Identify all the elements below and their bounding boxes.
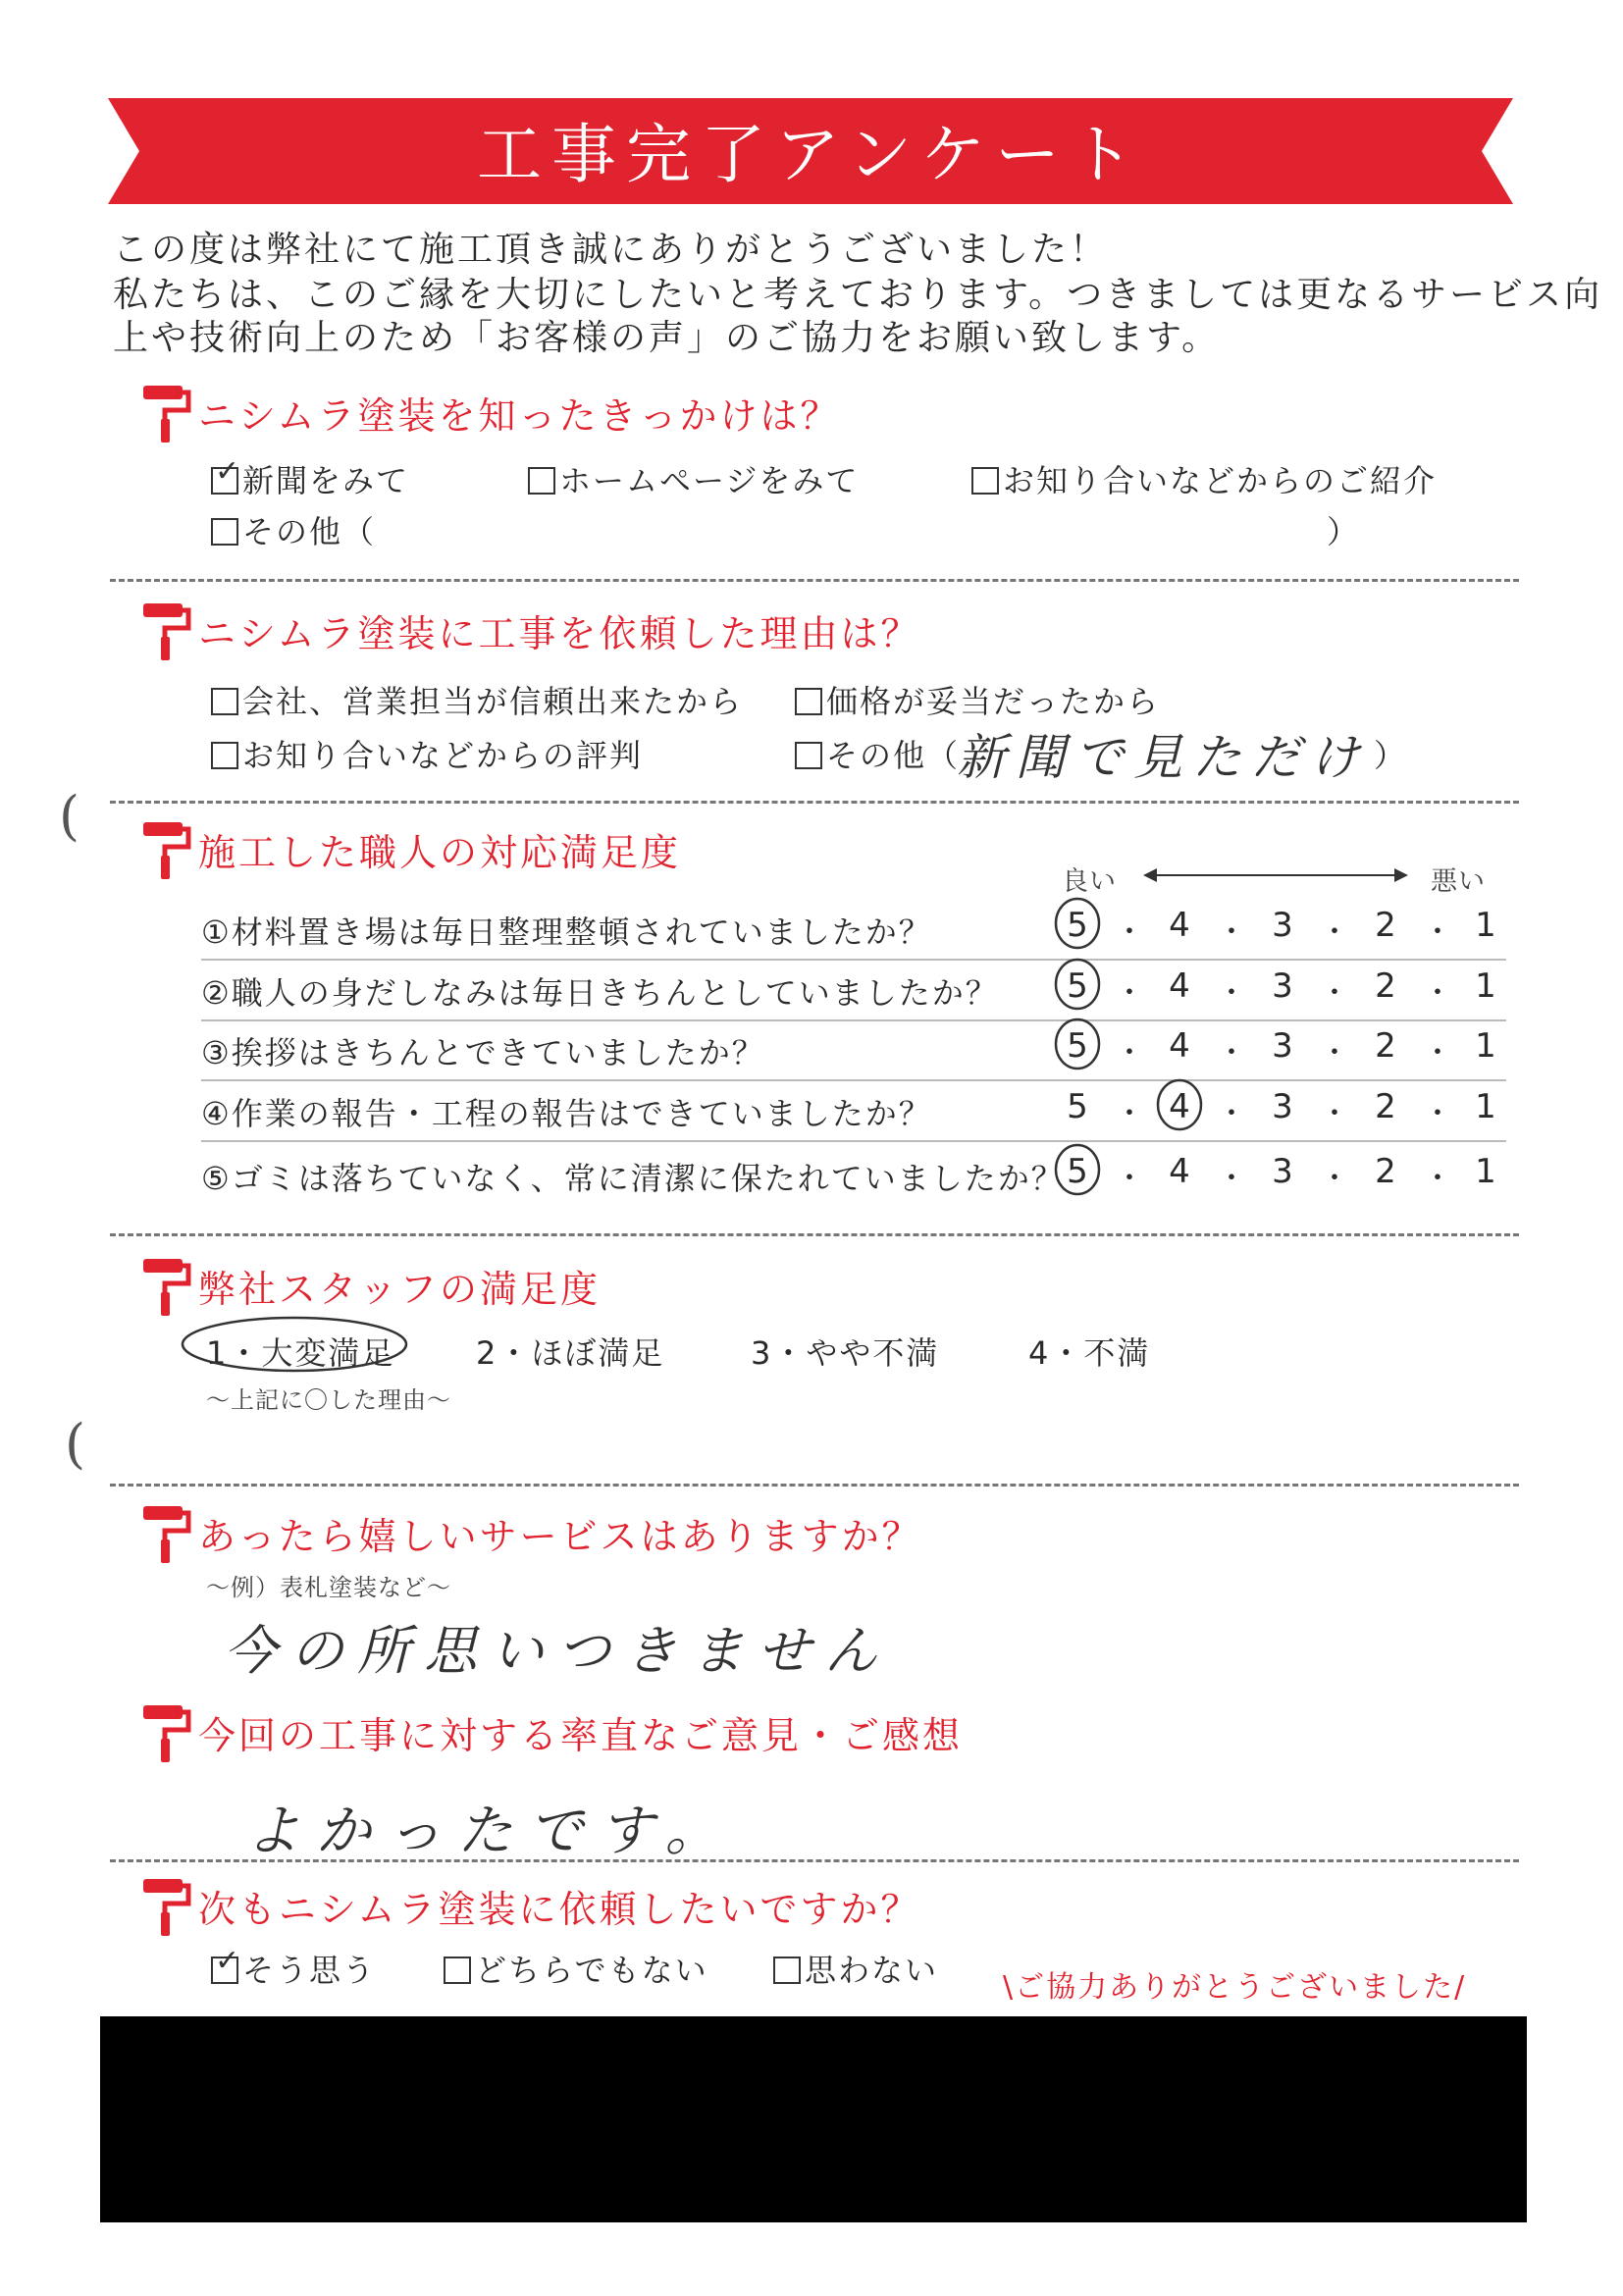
paint-roller-icon [137,1498,192,1567]
rating-separator: ・ [1423,915,1452,950]
page-title: 工事完了アンケート [476,117,1145,192]
rating-option-4[interactable]: 4 [1169,1152,1190,1191]
section-title-q7: 次もニシムラ塗装に依頼したいですか？ [198,1887,921,1931]
section-title-q4: 弊社スタッフの満足度 [198,1267,602,1311]
checkbox[interactable] [211,742,238,769]
rating-separator: ・ [1217,915,1246,950]
section-title-q2: ニシムラ塗装に工事を依頼した理由は？ [198,611,921,655]
q2-option-reputation[interactable]: お知り合いなどからの評判 [211,731,643,776]
rating-selection-circle-icon [1152,1077,1207,1132]
q4-option-3[interactable]: 3・やや不満 [751,1334,940,1372]
q4-reason-label: 〜上記に〇した理由〜 [206,1386,451,1414]
rating-question-4: ④作業の報告・工程の報告はできていましたか？ [201,1095,932,1132]
paint-roller-icon [137,814,192,883]
rating-option-1[interactable]: 1 [1475,1087,1496,1126]
rating-separator: ・ [1217,976,1246,1011]
rating-separator: ・ [1423,1162,1452,1196]
q4-option-1[interactable]: 1・大変満足 [206,1334,395,1372]
section-divider [110,1484,1519,1487]
title-banner [108,98,1513,204]
rating-option-5[interactable]: 5 [1067,1026,1088,1066]
scale-bad-label: 悪い [1431,866,1486,897]
section-divider [110,1233,1519,1236]
rating-option-2[interactable]: 2 [1375,906,1396,945]
checkbox[interactable] [444,1957,471,1984]
q2-option-price[interactable]: 価格が妥当だったから [795,677,1160,722]
section-header-q3 [137,819,681,878]
rating-separator: ・ [1115,1036,1144,1070]
intro-line-1: この度は弊社にて施工頂き誠にありがとうございました！ [113,230,1109,270]
rating-option-3[interactable]: 3 [1272,966,1293,1006]
rating-separator: ・ [1320,1036,1349,1070]
section-header-q7 [137,1876,920,1935]
rating-selection-circle-icon [1050,1142,1105,1197]
rating-option-1[interactable]: 1 [1475,966,1496,1006]
rating-option-3[interactable]: 3 [1272,1087,1293,1126]
rating-question-3: ③挨拶はきちんとできていましたか？ [201,1034,765,1071]
rating-option-3[interactable]: 3 [1272,906,1293,945]
rating-separator: ・ [1115,976,1144,1011]
rating-row-divider [201,1079,1506,1081]
q2-other-close: ） [1374,737,1408,774]
section-divider [110,579,1519,582]
rating-separator: ・ [1320,915,1349,950]
section-title-q6: 今回の工事に対する率直なご意見・ご感想 [198,1713,964,1757]
rating-option-3[interactable]: 3 [1272,1152,1293,1191]
rating-option-2[interactable]: 2 [1375,966,1396,1006]
q1-option-referral[interactable]: お知り合いなどからのご紹介 [971,456,1437,501]
q4-option-4[interactable]: 4・不満 [1028,1334,1151,1372]
section-header-q6 [137,1702,963,1761]
q7-option-yes[interactable]: ✓ そう思う [211,1946,376,1991]
q1-option-other[interactable]: その他（ [211,507,376,552]
banner-ribbon-shape [108,98,1513,204]
redacted-area [100,2016,1527,2222]
rating-option-2[interactable]: 2 [1375,1087,1396,1126]
check-mark-icon: ✓ [215,454,242,489]
rating-separator: ・ [1115,915,1144,950]
checkbox[interactable] [211,688,238,715]
section-header-q2 [137,600,920,659]
check-mark-icon: ✓ [215,1944,242,1978]
rating-option-4[interactable]: 4 [1169,1026,1190,1066]
rating-option-1[interactable]: 1 [1475,1026,1496,1066]
q2-option-trust[interactable]: 会社、営業担当が信頼出来たから [211,677,743,722]
paint-roller-icon [137,1697,192,1766]
checkbox[interactable] [773,1957,801,1984]
rating-option-5[interactable]: 5 [1067,906,1088,945]
rating-separator: ・ [1115,1162,1144,1196]
thanks-message: \ご協力ありがとうございました/ [1003,1970,1467,2005]
checkbox[interactable] [528,467,555,495]
rating-option-4[interactable]: 4 [1169,966,1190,1006]
rating-separator: ・ [1423,1036,1452,1070]
q1-option-homepage[interactable]: ホームページをみて [528,456,859,501]
rating-option-3[interactable]: 3 [1272,1026,1293,1066]
thanks-text: ご協力ありがとうございました [1015,1970,1455,2005]
rating-option-4[interactable]: 4 [1169,906,1190,945]
intro-line-2: 私たちは、このご縁を大切にしたいと考えております。つきましては更なるサービス向 [113,275,1603,315]
scale-arrow-icon [1143,863,1408,887]
rating-option-1[interactable]: 1 [1475,1152,1496,1191]
checkbox[interactable] [971,467,999,495]
rating-row-divider [201,959,1506,961]
checkbox[interactable] [211,454,242,495]
rating-separator: ・ [1217,1036,1246,1070]
rating-separator: ・ [1217,1097,1246,1131]
section-divider [110,1859,1519,1862]
q2-option-other[interactable]: その他（ [795,731,960,776]
rating-question-5: ⑤ゴミは落ちていなく、常に清潔に保たれていましたか？ [201,1160,1065,1197]
q1-option-newspaper[interactable]: ✓ 新聞をみて [211,456,409,501]
rating-row-divider [201,1019,1506,1021]
rating-row-divider [201,1140,1506,1142]
q4-option-2[interactable]: 2・ほぼ満足 [476,1334,665,1372]
rating-selection-circle-icon [1050,1017,1105,1071]
rating-selection-circle-icon [1050,957,1105,1012]
paint-roller-icon [137,1871,192,1940]
rating-option-5[interactable]: 5 [1067,1087,1088,1126]
section-header-q1 [137,383,840,442]
rating-separator: ・ [1320,976,1349,1011]
rating-separator: ・ [1115,1097,1144,1131]
rating-separator: ・ [1423,1097,1452,1131]
checkbox[interactable] [211,518,238,546]
scan-mark-left: ( [65,1413,86,1475]
rating-question-1: ①材料置き場は毎日整理整頓されていましたか？ [201,913,932,951]
q1-other-close: ） [1327,513,1361,550]
section-title-q5: あったら嬉しいサービスはありますか？ [198,1514,922,1558]
q5-example: 〜例）表札塗装など〜 [206,1574,451,1601]
q2-other-answer: 新聞で見ただけ [957,729,1369,786]
rating-option-1[interactable]: 1 [1475,906,1496,945]
intro-line-3: 上や技術向上のため「お客様の声」のご協力をお願い致します。 [113,318,1221,358]
section-divider [110,801,1519,804]
section-header-q4 [137,1256,601,1315]
paint-roller-icon [137,378,192,446]
q5-answer: 今の所思いつきません [224,1620,891,1682]
rating-option-2[interactable]: 2 [1375,1026,1396,1066]
rating-question-2: ②職人の身だしなみは毎日きちんとしていましたか？ [201,974,999,1012]
rating-separator: ・ [1217,1162,1246,1196]
section-title-q1: ニシムラ塗装を知ったきっかけは？ [198,393,841,438]
rating-option-4[interactable]: 4 [1169,1087,1190,1126]
scale-good-label: 良い [1062,866,1117,897]
checkbox[interactable] [211,1944,242,1984]
rating-option-5[interactable]: 5 [1067,966,1088,1006]
section-title-q3: 施工した職人の対応満足度 [198,830,682,874]
rating-separator: ・ [1423,976,1452,1011]
rating-option-2[interactable]: 2 [1375,1152,1396,1191]
rating-selection-circle-icon [1050,896,1105,951]
q7-option-no[interactable]: 思わない [773,1946,938,1991]
checkbox[interactable] [795,688,822,715]
q6-answer: よかったです。 [245,1800,736,1863]
q7-option-neutral[interactable]: どちらでもない [444,1946,708,1991]
scan-mark-left: ( [59,785,80,847]
paint-roller-icon [137,596,192,664]
rating-separator: ・ [1320,1097,1349,1131]
rating-separator: ・ [1320,1162,1349,1196]
selection-circle-icon [177,1310,412,1379]
rating-option-5[interactable]: 5 [1067,1152,1088,1191]
checkbox[interactable] [795,742,822,769]
section-header-q5 [137,1503,922,1562]
